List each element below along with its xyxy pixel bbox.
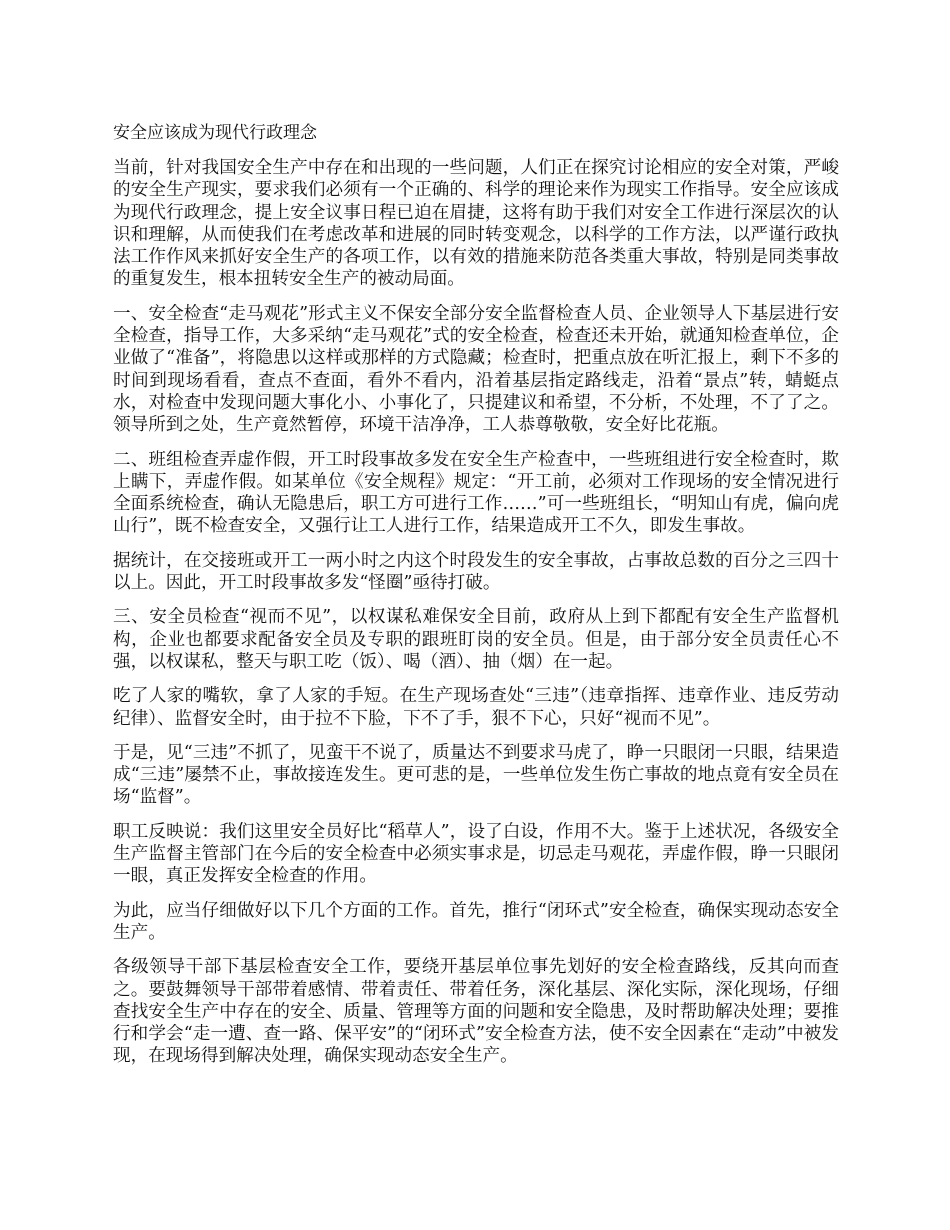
paragraph-section-1: 一、安全检查“走马观花”形式主义不保安全部分安全监督检查人员、企业领导人下基层进行安全检查，指导工作，大多采纳“走马观花”式的安全检查，检查还未开始，就通知检查单位，企业做了“准备”，将隐患以这样或那样的方式隐藏；检查时，把重点放在听汇报上，剩下不多的时间到现场看看，查点不查面，看外不看内，沿着基层指定路线走，沿着“景点”转，蜻蜓点水，对检查中发现问题大事化小、小事化了，只提建议和希望，不分析，不处理，不了了之。领导所到之处，生产竟然暂停，环境干洁净净，工人恭尊敬敬，安全好比花瓶。 [113, 303, 839, 436]
document-title: 安全应该成为现代行政理念 [113, 123, 317, 143]
paragraph-section-3: 三、安全员检查“视而不见”，以权谋私难保安全目前，政府从上到下都配有安全生产监督机构，企业也都要求配备安全员及专职的跟班盯岗的安全员。但是，由于部分安全员责任心不强，以权谋私，整天与职工吃（饭）、喝（酒）、抽（烟）在一起。 [113, 607, 839, 672]
paragraph-section-2: 二、班组检查弄虚作假，开工时段事故多发在安全生产检查中，一些班组进行安全检查时，欺上瞒下，弄虚作假。如某单位《安全规程》规定：“开工前，必须对工作现场的安全情况进行全面系统检查，确认无隐患后，职工方可进行工作……”可一些班组长，“明知山有虎，偏向虎山行”，既不检查安全，又强行让工人进行工作，结果造成开工不久，即发生事故。 [113, 449, 839, 537]
paragraph-consequences: 于是，见“三违”不抓了，见蛮干不说了，质量达不到要求马虎了，睁一只眼闭一只眼，结果造成“三违”屡禁不止，事故接连发生。更可悲的是，一些单位发生伤亡事故的地点竟有安全员在场“监督”。 [113, 742, 839, 808]
paragraph-worker-feedback: 职工反映说：我们这里安全员好比“稻草人”，设了白设，作用不大。鉴于上述状况，各级安全生产监督主管部门在今后的安全检查中必须实事求是，切忌走马观花，弄虚作假，睁一只眼闭一眼，真正发挥安全检查的作用。 [113, 821, 839, 887]
paragraph-three-violations: 吃了人家的嘴软，拿了人家的手短。在生产现场查处“三违”（违章指挥、违章作业、违反劳动纪律）、监督安全时，由于拉不下脸，下不了手，狠不下心，只好“视而不见”。 [113, 686, 839, 729]
paragraph-measures: 为此，应当仔细做好以下几个方面的工作。首先，推行“闭环式”安全检查，确保实现动态安全生产。 [113, 900, 839, 943]
paragraph-statistics: 据统计，在交接班或开工一两小时之内这个时段发生的安全事故，占事故总数的百分之三四十以上。因此，开工时段事故多发“怪圈”亟待打破。 [113, 550, 839, 594]
paragraph-closed-loop-inspection: 各级领导干部下基层检查安全工作，要绕开基层单位事先划好的安全检查路线，反其向而查之。要鼓舞领导干部带着感情、带着责任、带着任务，深化基层、深化实际，深化现场，仔细查找安全生产中存在的安全、质量、管理等方面的问题和安全隐患，及时帮助解决处理；要推行和学会“走一遭、查一路、保平安”的“闭环式”安全检查方法，使不安全因素在“走动”中被发现，在现场得到解决处理，确保实现动态安全生产。 [113, 957, 839, 1067]
paragraph-intro: 当前，针对我国安全生产中存在和出现的一些问题，人们正在探究讨论相应的安全对策，严峻的安全生产现实，要求我们必须有一个正确的、科学的理论来作为现实工作指导。安全应该成为现代行政理念，提上安全议事日程已迫在眉捷，这将有助于我们对安全工作进行深层次的认识和理解，从而使我们在考虑改革和进展的同时转变观念，以科学的工作方法，以严谨行政执法工作作风来抓好安全生产的各项工作，以有效的措施来防范各类重大事故，特别是同类事故的重复发生，根本扭转安全生产的被动局面。 [113, 158, 839, 290]
document-page [113, 122, 839, 1080]
